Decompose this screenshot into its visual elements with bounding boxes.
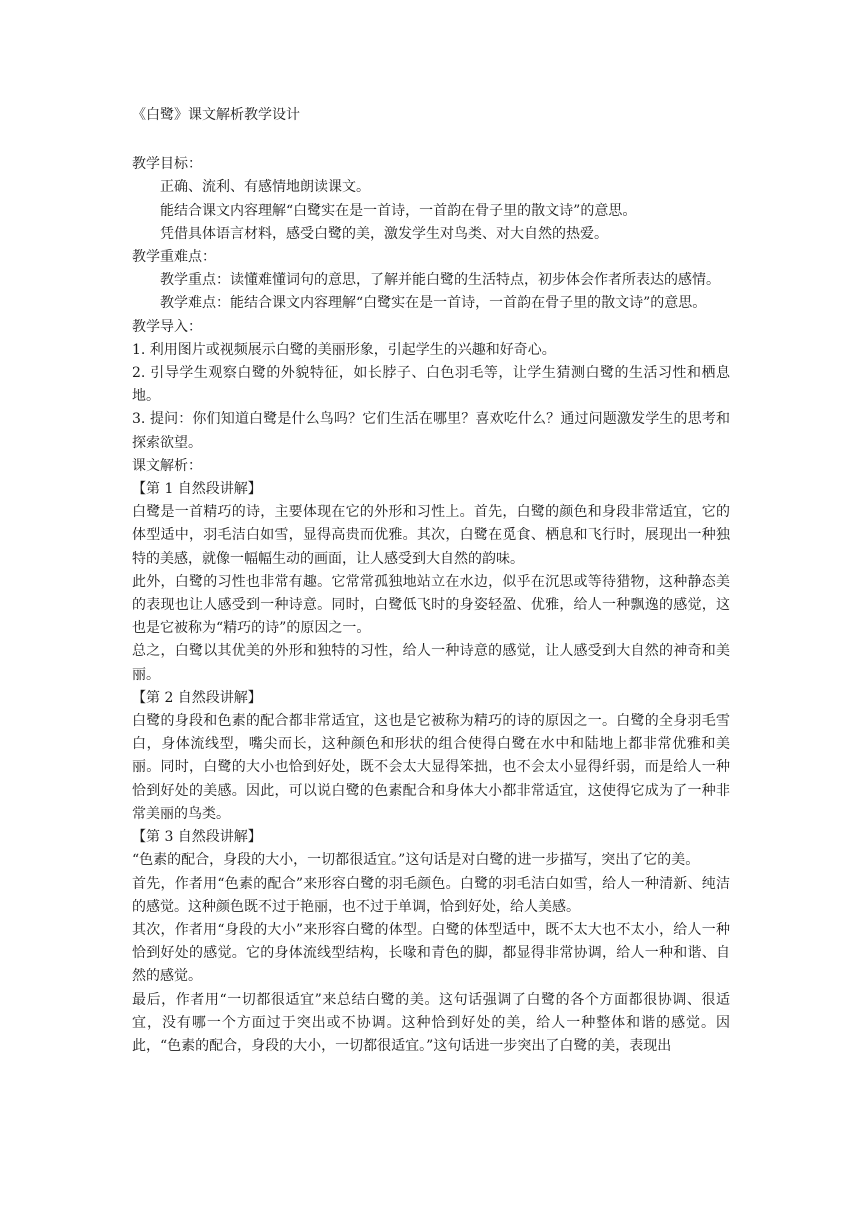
difficulty-item: 教学难点：能结合课文内容理解“白鹭实在是一首诗，一首韵在骨子里的散文诗”的意思。 (160, 295, 707, 312)
analysis-heading: 课文解析： (132, 457, 202, 474)
section-paragraph: 白鹭是一首精巧的诗，主要体现在它的外形和习性上。首先，白鹭的颜色和身段非常适宜，它的体型适中，羽毛洁白如雪，显得高贵而优雅。其次，白鹭在觅食、栖息和飞行时，展现出一种独特的美感，就像一幅幅生动的画面，让人感受到大自然的韵味。 (132, 504, 730, 567)
goal-item: 凭借具体语言材料，感受白鹭的美，激发学生对鸟类、对大自然的热爱。 (160, 225, 608, 242)
goals-heading: 教学目标： (132, 156, 202, 173)
intro-item: 1. 利用图片或视频展示白鹭的美丽形象，引起学生的兴趣和好奇心。 (132, 341, 556, 358)
section-title: 【第 3 自然段讲解】 (132, 829, 262, 846)
section-paragraph: 此外，白鹭的习性也非常有趣。它常常孤独地站立在水边，似乎在沉思或等待猎物，这种静态美的表现也让人感受到一种诗意。同时，白鹭低飞时的身姿轻盈、优雅，给人一种飘逸的感觉，这也是它被称为“精巧的诗”的原因之一。 (132, 573, 730, 637)
document-page (132, 104, 730, 1058)
difficulty-item: 教学重点：读懂难懂词句的意思，了解并能白鹭的生活特点，初步体会作者所表达的感情。 (160, 272, 720, 289)
intro-heading: 教学导入： (132, 318, 202, 335)
section-paragraph: 其次，作者用“身段的大小”来形容白鹭的体型。白鹭的体型适中，既不太大也不太小，给人一种恰到好处的感觉。它的身体流线型结构，长喙和青色的脚，都显得非常协调，给人一种和谐、自然的感觉。 (132, 921, 730, 985)
section-title: 【第 1 自然段讲解】 (132, 481, 262, 498)
section-paragraph: 首先，作者用“色素的配合”来形容白鹭的羽毛颜色。白鹭的羽毛洁白如雪，给人一种清新、纯洁的感觉。这种颜色既不过于艳丽，也不过于单调，恰到好处，给人美感。 (132, 875, 730, 915)
goal-item: 能结合课文内容理解“白鹭实在是一首诗，一首韵在骨子里的散文诗”的意思。 (160, 202, 637, 219)
section-title: 【第 2 自然段讲解】 (132, 689, 262, 706)
document-title: 《白鹭》课文解析教学设计 (132, 107, 300, 123)
difficulties-heading: 教学重难点： (132, 249, 216, 266)
section-paragraph: 白鹭的身段和色素的配合都非常适宜，这也是它被称为精巧的诗的原因之一。白鹭的全身羽毛雪白，身体流线型，嘴尖而长，这种颜色和形状的组合使得白鹭在水中和陆地上都非常优雅和美丽。同时，白鹭的大小也恰到好处，既不会太大显得笨拙，也不会太小显得纤弱，而是给人一种恰到好处的美感。因此，可以说白鹭的色素配合和身体大小都非常适宜，这使得它成为了一种非常美丽的鸟类。 (132, 713, 730, 822)
intro-item: 3. 提问：你们知道白鹭是什么鸟吗？它们生活在哪里？喜欢吃什么？通过问题激发学生的思考和探索欲望。 (132, 411, 730, 451)
goal-item: 正确、流利、有感情地朗读课文。 (160, 179, 370, 196)
section-paragraph: 最后，作者用“一切都很适宜”来总结白鹭的美。这句话强调了白鹭的各个方面都很协调、很适宜，没有哪一个方面过于突出或不协调。这种恰到好处的美，给人一种整体和谐的感觉。因此，“色素的配合，身段的大小，一切都很适宜。”这句话进一步突出了白鹭的美，表现出 (132, 991, 730, 1054)
intro-item: 2. 引导学生观察白鹭的外貌特征，如长脖子、白色羽毛等，让学生猜测白鹭的生活习性和栖息地。 (132, 365, 730, 405)
section-paragraph: “色素的配合，身段的大小，一切都很适宜。”这句话是对白鹭的进一步描写，突出了它的美。 (132, 852, 700, 869)
section-paragraph: 总之，白鹭以其优美的外形和独特的习性，给人一种诗意的感觉，让人感受到大自然的神奇和美丽。 (132, 643, 730, 683)
